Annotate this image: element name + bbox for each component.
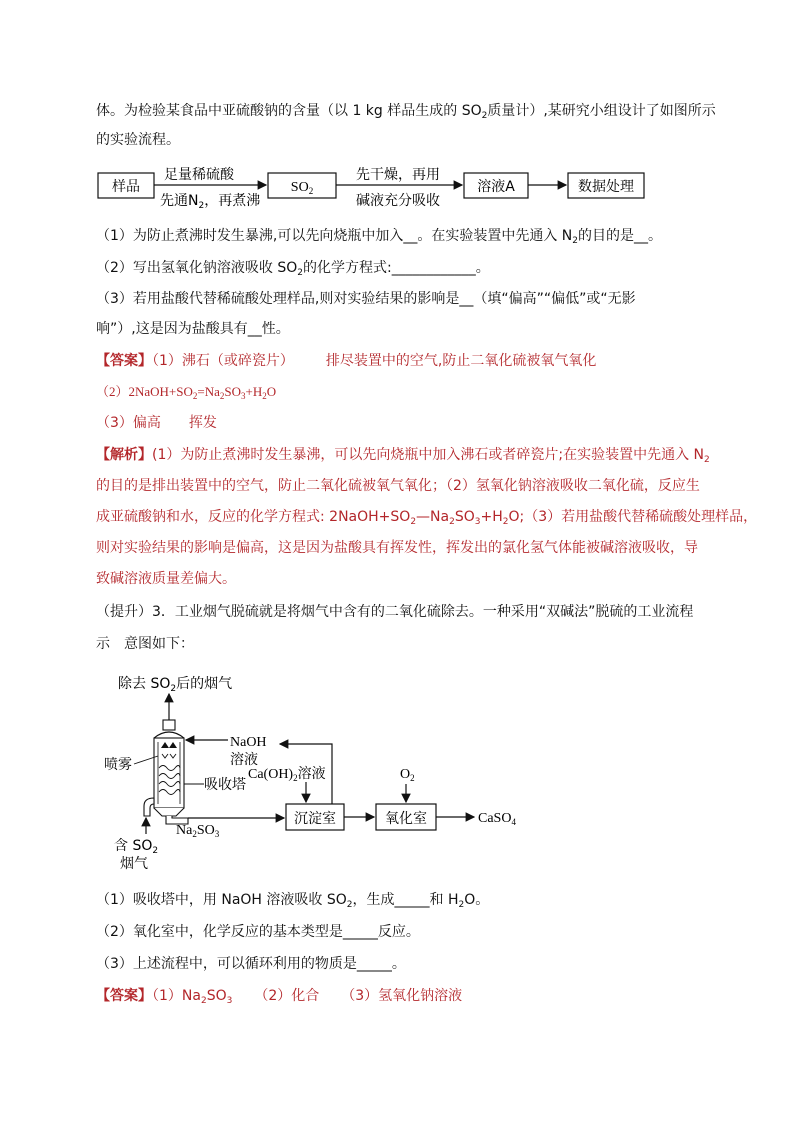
caoh2-label: $Ca(OH)_2$溶液 [248, 766, 326, 783]
answer-3-line: 【答案】$(1)Na_2SO_3$ （2）化合 （3）氢氧化钠溶液 [96, 988, 463, 1006]
arrow1-top-label: 足量稀硫酸 [164, 167, 234, 183]
analysis-line-2: 的目的是排出装置中的空气，防止二氧化硫被氧气氧化；（2）氢氧化钠溶液吸收二氧化硫，反应生 [96, 478, 700, 494]
data-processing-label: 数据处理 [578, 179, 634, 195]
naoh-solution-label: 溶液 [230, 752, 258, 768]
analysis-line-5: 致碱溶液质量差偏大。 [96, 571, 236, 587]
inlet-gas-label-2: 烟气 [120, 856, 148, 872]
answer-blank: __ [459, 291, 474, 307]
precipitation-label: 沉淀室 [294, 811, 336, 827]
question-part-2: （2）写出氢氧化钠溶液吸收 $SO_2$的化学方程式:____________。 [96, 260, 490, 278]
answer-line-3: （3）偏高 挥发 [96, 415, 217, 431]
naoh-label: NaOH [230, 735, 267, 750]
desulfurization-flow-diagram [100, 668, 540, 873]
question-part-3-line-2: 响”）,这是因为盐酸具有__性。 [96, 321, 290, 337]
answer-blank: ____________ [391, 260, 476, 276]
question-3-part-3: （3）上述流程中，可以循环利用的物质是_____。 [96, 956, 406, 972]
intro-text: 质量计）,某研究小组设计了如图所示 [487, 103, 716, 119]
answer-line-1: 【答案】（1）沸石（或碎瓷片） 排尽装置中的空气,防止二氧化硫被氧气氧化 [96, 353, 597, 369]
o2-label: $O_2$ [400, 767, 415, 783]
question-3-line-2: 示 意图如下： [96, 636, 194, 652]
answer-blank: __ [247, 321, 262, 337]
answer-blank: _____ [356, 956, 392, 972]
clean-gas-label: 除去 $SO_2$后的烟气 [118, 676, 233, 694]
question-3-line-1: （提升）3．工业烟气脱硫就是将烟气中含有的二氧化硫除去。一种采用“双碱法”脱硫的工业流程 [96, 604, 694, 620]
analysis-tag: 【解析】 [96, 447, 152, 463]
oxidation-label: 氧化室 [385, 811, 427, 827]
tower-label: 吸收塔 [204, 777, 246, 793]
arrow2-top-label: 先干燥，再用 [356, 167, 440, 183]
answer-tag: 【答案】 [96, 988, 152, 1004]
so2-label: $SO_2$ [290, 180, 314, 196]
answer-blank: __ [403, 228, 418, 244]
subscript: 2 [481, 111, 488, 121]
question-3-part-1: （1）吸收塔中，用 NaOH 溶液吸收 $SO_2$，生成_____和 $H_2O$。 [96, 892, 490, 910]
solution-a-label: 溶液A [477, 179, 515, 195]
arrow1-bottom-label: 先通$N_2$，再煮沸 [160, 193, 261, 211]
absorption-tower [144, 720, 188, 824]
arrow2-bottom-label: 碱液充分吸收 [356, 193, 440, 209]
intro-line-2 [96, 130, 180, 150]
answer-tag: 【答案】 [96, 353, 152, 369]
sample-label: 样品 [112, 179, 140, 195]
answer-blank: __ [634, 228, 649, 244]
intro-line-1 [96, 101, 716, 126]
intro-text: 体。为检验某食品中亚硫酸钠的含量（以 1 kg 样品生成的 SO [96, 103, 482, 119]
answer-line-2: $(2)2NaOH+SO_2=Na_2SO_3+H_2O$ [96, 384, 277, 401]
question-part-3-line-1: （3）若用盐酸代替稀硫酸处理样品,则对实验结果的影响是__（填“偏高”“偏低”或“无影 [96, 291, 636, 307]
answer-blank: _____ [342, 924, 378, 940]
intro-text: 的实验流程。 [96, 132, 180, 148]
analysis-line-4: 则对实验结果的影响是偏高，这是因为盐酸具有挥发性，挥发出的氯化氢气体能被碱溶液吸收，导 [96, 540, 698, 556]
question-part-1: （1）为防止煮沸时发生暴沸,可以先向烧瓶中加入__。在实验装置中先通入 $N_2$的目的是__。 [96, 228, 663, 246]
experiment-flow-diagram [90, 160, 650, 216]
analysis-line-1: 【解析】(1）为防止煮沸时发生暴沸，可以先向烧瓶中加入沸石或者碎瓷片;在实验装置中先通入 $N_2$ [96, 447, 710, 465]
caso4-label: CaSO$_4$ [478, 811, 516, 827]
na2so3-label: $Na_2SO_3$ [176, 823, 220, 839]
question-3-part-2: （2）氧化室中，化学反应的基本类型是_____反应。 [96, 924, 420, 940]
inlet-gas-label: 含 $SO_2$ [114, 838, 159, 856]
spray-label: 喷雾 [104, 757, 132, 773]
answer-blank: _____ [394, 892, 430, 908]
analysis-line-3: 成亚硫酸钠和水，反应的化学方程式: $2NaOH+SO_2—Na_2SO_3+H_2O;(3)$若用盐酸代替稀硫酸处理样品， [96, 509, 758, 527]
